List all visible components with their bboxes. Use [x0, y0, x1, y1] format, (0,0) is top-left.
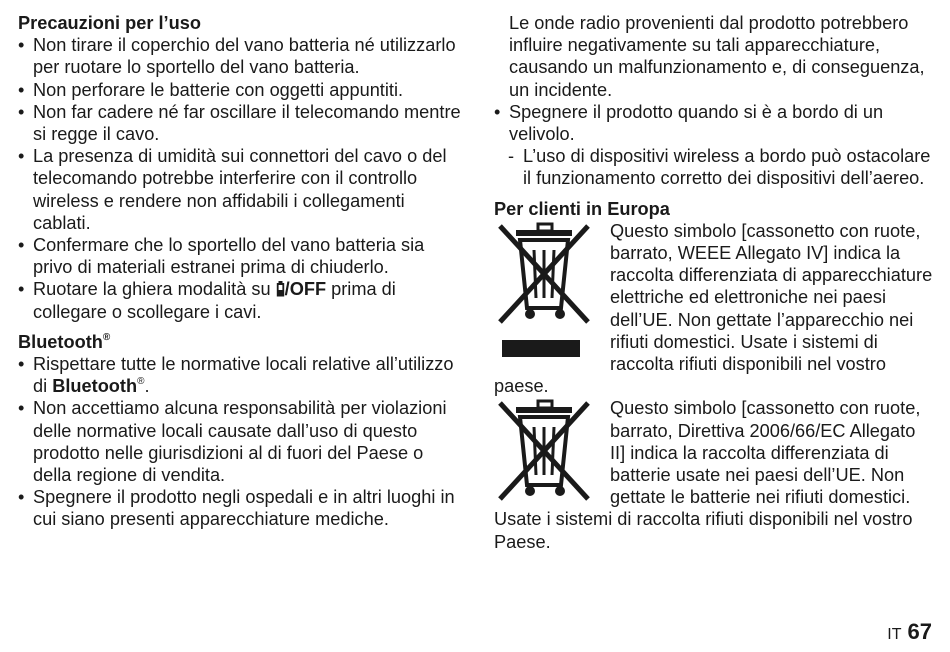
list-item: • Non far cadere né far oscillare il telecomando mentre si regge il cavo.: [18, 101, 464, 145]
off-label: /OFF: [284, 279, 327, 300]
weee-notice: [494, 220, 934, 398]
language-code: IT: [887, 625, 902, 643]
registered-mark: ®: [137, 376, 145, 388]
aircraft-list: [494, 101, 934, 145]
right-column: [494, 12, 934, 553]
crossed-bin-icon: [494, 397, 594, 505]
registered-mark: ®: [102, 331, 111, 343]
list-item-text: Ruotare la ghiera modalità su: [33, 279, 276, 300]
crossed-bin-icon: [494, 220, 594, 328]
weee-symbol: [494, 220, 598, 370]
list-item: • Spegnere il prodotto negli ospedali e in altri luoghi in cui siano presenti apparecchiature mediche.: [18, 486, 464, 530]
battery-text: Questo simbolo [cassonetto con ruote, barrato, Direttiva 2006/66/EC Allegato II] indica la raccolta differenziata di batterie usate nei paesi dell’UE. Non gettate le batterie nei rifiuti domestici. Usate i sistemi di raccolta rifiuti disponibili nel vostro Paese.: [494, 398, 921, 552]
bluetooth-heading-text: Bluetooth: [18, 331, 103, 352]
weee-bar-icon: [502, 340, 580, 357]
left-column: [18, 12, 464, 531]
page-number-value: 67: [907, 618, 932, 644]
list-item: • Non perforare le batterie con oggetti appuntiti.: [18, 79, 464, 101]
weee-text: Questo simbolo [cassonetto con ruote, barrato, WEEE Allegato IV] indica la raccolta differenziata di apparecchiature elettriche ed elettroniche nei paesi dell’UE. Non gettate l’apparecchio nei rifiuti domestici. Usate i sistemi di raccolta rifiuti disponibili nel vostro paese.: [494, 220, 933, 397]
page-number: [887, 618, 932, 646]
battery-notice: [494, 397, 934, 552]
bluetooth-list: [18, 353, 464, 531]
list-item: • Non accettiamo alcuna responsabilità per violazioni delle normative locali causate dall’uso di questo prodotto nelle giurisdizioni al di fuori del Paese o della regione di vendita.: [18, 397, 464, 486]
list-item: • La presenza di umidità sui connettori del cavo o del telecomando potrebbe interferire con il controllo wireless e rendere non affidabili i collegamenti cablati.: [18, 145, 464, 234]
list-item-text: Rispettare tutte le normative locali relative all’utilizzo di: [33, 354, 454, 397]
list-item: • Confermare che lo sportello del vano batteria sia privo di materiali estranei prima di chiuderlo.: [18, 234, 464, 278]
list-item-text: .: [144, 376, 150, 397]
precautions-list: [18, 34, 464, 323]
list-item: • Non tirare il coperchio del vano batteria né utilizzarlo per ruotare lo sportello del vano batteria.: [18, 34, 464, 78]
battery-symbol: [494, 397, 598, 507]
list-item: [18, 353, 464, 397]
bluetooth-heading: [18, 331, 464, 353]
battery-icon: [276, 278, 285, 300]
list-item-text: prima di collegare o scollegare i cavi.: [33, 279, 396, 322]
bluetooth-term: Bluetooth: [52, 376, 138, 397]
precautions-heading: Precauzioni per l’uso: [18, 13, 201, 33]
europe-heading: Per clienti in Europa: [494, 198, 670, 219]
list-item: • Spegnere il prodotto quando si è a bordo di un velivolo.: [494, 101, 934, 145]
sub-item: - L’uso di dispositivi wireless a bordo può ostacolare il funzionamento corretto dei dispositivi dell’aereo.: [494, 145, 934, 189]
continued-text: Le onde radio provenienti dal prodotto potrebbero influire negativamente su tali apparecchiature, causando un malfunzionamento e, di conseguenza, un incidente.: [509, 13, 925, 100]
list-item: [18, 278, 464, 322]
